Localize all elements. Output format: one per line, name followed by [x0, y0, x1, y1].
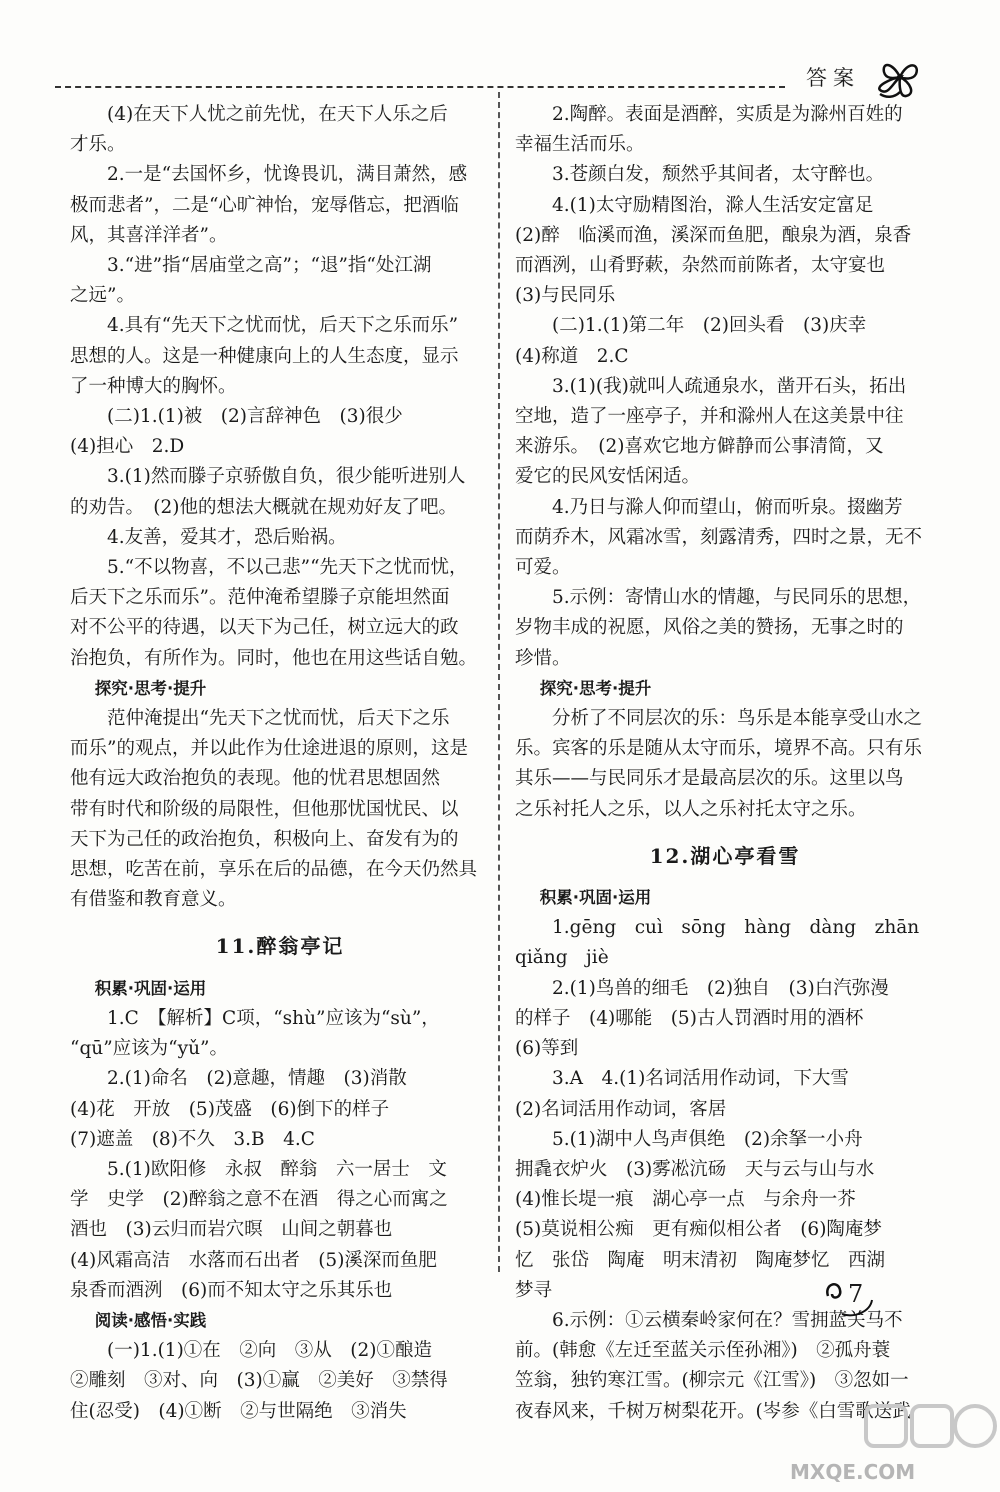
answer-line: 幸福生活而乐。 [515, 134, 645, 156]
answer-line: 思想，吃苦在前，享乐在后的品德，在今天仍然具 [70, 859, 478, 881]
answer-line: (6)等到 [515, 1038, 579, 1060]
answer-line: 1.gēng cuì sōng hàng dàng zhān [552, 917, 920, 939]
header-dashed-rule [55, 86, 785, 88]
answer-line: 乐。宾客的乐是随从太守而乐，境界不高。只有乐 [515, 738, 923, 760]
answer-line: 而酒洌，山肴野蔌，杂然而前陈者，太守宴也 [515, 255, 886, 277]
answer-line: 3.苍颜白发，颓然乎其间者，太守醉也。 [552, 164, 885, 186]
answer-line: (二)1.(1)被 (2)言辞神色 (3)很少 [107, 406, 403, 428]
watermark-logo [790, 1400, 1000, 1492]
chapter-title: 11.醉翁亭记 [215, 934, 345, 959]
answer-line: 5.(1)湖中人鸟声俱绝 (2)余拏一小舟 [552, 1128, 863, 1150]
answer-line: 思想的人。这是一种健康向上的人生态度，显示 [70, 345, 459, 367]
answer-line: 3.“进”指“居庙堂之高”；“退”指“处江湖 [107, 255, 432, 277]
answer-line: 2.(1)鸟兽的细毛 (2)独自 (3)白汽弥漫 [552, 977, 889, 999]
answer-line: 其乐——与民同乐才是最高层次的乐。这里以鸟 [515, 768, 904, 790]
answer-line: 之乐衬托人之乐，以人之乐衬托太守之乐。 [515, 798, 867, 820]
answer-line: (2)醉 临溪而渔，溪深而鱼肥，酿泉为酒，泉香 [515, 224, 912, 246]
answer-line: 5.(1)欧阳修 永叔 醉翁 六一居士 文 [107, 1158, 447, 1180]
answer-line: 2.陶醉。表面是酒醉，实质是为滁州百姓的 [552, 104, 903, 125]
answer-line: 治抱负，有所作为。同时，他也在用这些话自勉。 [70, 647, 478, 669]
page-number-text: 7 [848, 1280, 864, 1308]
answer-line: 而荫乔木，风霜冰雪，刻露清秀，四时之景，无不 [515, 526, 923, 548]
answer-line: 2.一是“去国怀乡，忧谗畏讥，满目萧然，感 [107, 164, 468, 186]
answer-line: 6.示例：①云横秦岭家何在？雪拥蓝关马不 [552, 1309, 903, 1331]
answer-line: 忆 张岱 陶庵 明末清初 陶庵梦忆 西湖 [515, 1249, 886, 1271]
answer-line: ②雕刻 ③对、向 (3)①赢 ②美好 ③禁得 [70, 1370, 448, 1392]
section-heading: 积累·巩固·运用 [539, 888, 652, 908]
answer-line: 3.(1)(我)就叫人疏通泉水，凿开石头，拓出 [552, 375, 907, 397]
answer-line: 4.(1)太守励精图治，滁人生活安定富足 [552, 194, 874, 216]
answer-line: 对不公平的待遇，以天下为己任，树立远大的政 [70, 617, 459, 639]
answer-line: 了一种博大的胸怀。 [70, 375, 237, 397]
answer-line: qiǎng jiè [515, 947, 609, 969]
answer-line: 极而悲者”，二是“心旷神怡，宠辱偕忘，把酒临 [70, 194, 459, 216]
chapter-title: 12.湖心亭看雪 [649, 843, 801, 868]
answer-line: 拥毳衣炉火 (3)雾凇沆砀 天与云与山与水 [515, 1158, 875, 1180]
right-column [515, 100, 935, 1427]
answer-line: (4)担心 2.D [70, 436, 185, 458]
answer-line: (4)惟长堤一痕 湖心亭一点 与余舟一芥 [515, 1189, 856, 1211]
answer-line: 而乐”的观点，并以此作为仕途进退的原则，这是 [70, 738, 468, 760]
answer-line: 5.“不以物喜，不以己悲”“先天下之忧而忧， [107, 557, 468, 579]
answer-line: “qū”应该为“yǔ”。 [70, 1038, 228, 1060]
answer-line: 1.C 【解析】C项，“shù”应该为“sù”， [107, 1007, 440, 1029]
column-divider [498, 92, 500, 1272]
answer-line: 2.(1)命名 (2)意趣，情趣 (3)消散 [107, 1068, 407, 1090]
left-column [70, 100, 490, 1427]
answer-line: 梦寻 [515, 1279, 553, 1301]
answer-line: 泉香而酒洌 (6)而不知太守之乐其乐也 [70, 1279, 393, 1301]
answer-line: 分析了不同层次的乐：鸟乐是本能享受山水之 [552, 708, 923, 730]
answer-line: 夜春风来，千树万树梨花开。(岑参《白雪歌送武 [515, 1400, 911, 1422]
answer-line: 珍惜。 [515, 647, 571, 669]
answer-line: 住(忍受) (4)①断 ②与世隔绝 ③消失 [70, 1400, 407, 1422]
watermark-stamp-icon [860, 1400, 1000, 1460]
answer-line: 4.友善，爱其才，恐后贻祸。 [107, 526, 347, 548]
answer-line: 4.乃日与滁人仰而望山，俯而听泉。掇幽芳 [552, 496, 903, 518]
answer-line: (4)风霜高洁 水落而石出者 (5)溪深而鱼肥 [70, 1249, 437, 1271]
answer-line: 后天下之乐而乐”。范仲淹希望滕子京能坦然面 [70, 587, 450, 609]
section-heading: 探究·思考·提升 [94, 678, 207, 698]
answer-line: 酒也 (3)云归而岩穴暝 山间之朝暮也 [70, 1219, 393, 1241]
answer-line: 带有时代和阶级的局限性，但他那忧国忧民、以 [70, 798, 459, 820]
answer-line: 之远”。 [70, 285, 135, 307]
answer-line: (二)1.(1)第二年 (2)回头看 (3)庆幸 [552, 315, 867, 337]
answer-line: 他有远大政治抱负的表现。他的忧君思想固然 [70, 768, 441, 790]
watermark-url: MXQE.COM [790, 1460, 916, 1484]
answer-line: (7)遮盖 (8)不久 3.B 4.C [70, 1128, 315, 1150]
answer-line: 5.示例：寄情山水的情趣，与民同乐的思想， [552, 587, 922, 609]
answer-line: (2)名词活用作动词，客居 [515, 1098, 727, 1120]
answer-line: 爱它的民风安恬闲适。 [515, 466, 701, 488]
answer-line: 天下为己任的政治抱负，积极向上、奋发有为的 [70, 828, 459, 850]
answer-line: 来游乐。 (2)喜欢它地方僻静而公事清简，又 [515, 436, 884, 458]
answer-line: (4)称道 2.C [515, 345, 629, 367]
answer-line: 笠翁，独钓寒江雪。(柳宗元《江雪》) ③忽如一 [515, 1370, 909, 1392]
section-heading: 阅读·感悟·实践 [94, 1310, 207, 1330]
page-number [820, 1278, 880, 1318]
answer-line: 4.具有“先天下之忧而忧，后天下之乐而乐” [107, 315, 459, 337]
answer-line: (5)莫说相公痴 更有痴似相公者 (6)陶庵梦 [515, 1219, 882, 1241]
section-heading: 积累·巩固·运用 [94, 978, 207, 998]
page-header [55, 62, 930, 92]
answer-line: 风，其喜洋洋者”。 [70, 224, 228, 246]
answer-line: 3.(1)然而滕子京骄傲自负，很少能听进别人 [107, 466, 466, 488]
answer-line: (一)1.(1)①在 ②向 ③从 (2)①酿造 [107, 1340, 432, 1362]
answer-line: (4)在天下人忧之前先忧，在天下人乐之后 [107, 104, 448, 125]
answer-line: 学 史学 (2)醉翁之意不在酒 得之心而寓之 [70, 1189, 448, 1211]
answer-line: (4)花 开放 (5)茂盛 (6)倒下的样子 [70, 1098, 390, 1120]
answer-line: 范仲淹提出“先天下之忧而忧，后天下之乐 [107, 708, 450, 730]
answer-line: 的劝告。 (2)他的想法大概就在规劝好友了吧。 [70, 496, 457, 518]
answer-line: 有借鉴和教育意义。 [70, 889, 237, 911]
answer-line: 空地，造了一座亭子，并和滁州人在这美景中往 [515, 406, 904, 428]
flower-decoration-icon [870, 52, 930, 102]
answer-line: 的样子 (4)哪能 (5)古人罚酒时用的酒杯 [515, 1007, 864, 1029]
section-heading: 探究·思考·提升 [539, 678, 652, 698]
header-title: 答案 [806, 66, 860, 90]
answer-line: 可爱。 [515, 557, 571, 579]
answer-line: 前。(韩愈《左迁至蓝关示侄孙湘》) ②孤舟蓑 [515, 1340, 891, 1362]
answer-line: 才乐。 [70, 134, 126, 156]
answer-line: (3)与民同乐 [515, 285, 616, 307]
answer-line: 3.A 4.(1)名词活用作动词，下大雪 [552, 1068, 849, 1090]
answer-line: 岁物丰成的祝愿，风俗之美的赞扬，无事之时的 [515, 617, 904, 639]
